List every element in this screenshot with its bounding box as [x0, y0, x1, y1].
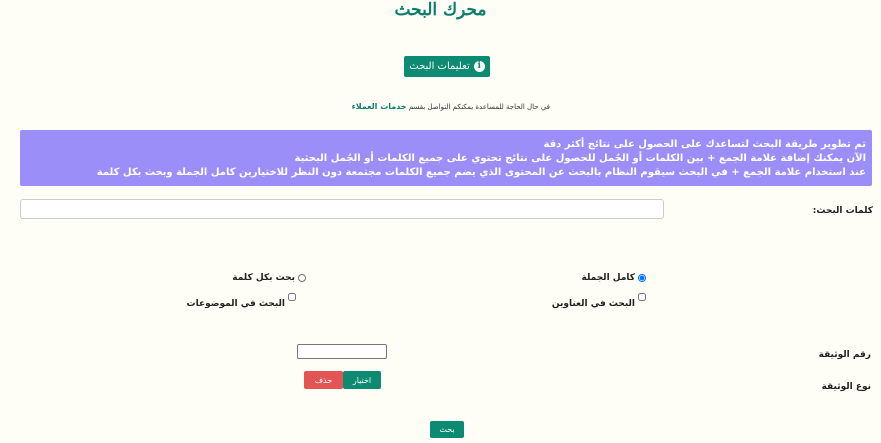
- each-word-label: بحث بكل كلمة: [232, 273, 295, 283]
- search-button[interactable]: بحث: [430, 421, 464, 438]
- option-each-word[interactable]: [210, 273, 306, 283]
- search-input[interactable]: [20, 199, 664, 219]
- info-icon: i: [474, 61, 485, 72]
- info-line-1: تم تطوير طريقة البحث لتساعدك على الحصول على نتائج أكثر دقة: [543, 139, 866, 150]
- option-full-sentence[interactable]: [560, 273, 646, 283]
- search-label: كلمات البحث:: [812, 206, 873, 216]
- info-line-2: الآن يمكنك إضافة علامة الجمع + بين الكلمات أو الجُمل للحصول على نتائج تحتوي على جميع الكلمات أو الجُمل البحثية: [294, 153, 866, 164]
- in-subjects-label: البحث في الموضوعات: [186, 299, 285, 309]
- document-type-label: نوع الوثيقة: [821, 382, 871, 392]
- in-titles-label: البحث في العناوين: [551, 299, 635, 309]
- in-titles-checkbox[interactable]: [638, 293, 646, 301]
- full-sentence-label: كامل الجملة: [581, 273, 635, 283]
- instructions-button-label: تعليمات البحث: [409, 61, 470, 72]
- page-title: محرك البحث: [394, 0, 487, 20]
- option-in-subjects[interactable]: [180, 293, 296, 309]
- document-number-label: رقم الوثيقة: [818, 350, 871, 360]
- each-word-radio[interactable]: [298, 274, 306, 282]
- help-text: في حال الحاجة للمساعدة يمكنكم التواصل بقسم: [408, 103, 550, 111]
- info-line-3: عند استخدام علامة الجمع + في البحث سيقوم النظام بالبحث عن المحتوى الذي يضم جميع الكلمات مجتمعة دون النظر للاختيارين كامل الجملة وبحث بكل كلمة: [96, 167, 866, 178]
- customer-service-link[interactable]: خدمات العملاء: [351, 102, 407, 111]
- full-sentence-radio[interactable]: [638, 274, 646, 282]
- in-subjects-checkbox[interactable]: [288, 293, 296, 301]
- instructions-button[interactable]: [404, 56, 490, 77]
- info-box: [20, 130, 872, 186]
- choose-button[interactable]: اختيار: [343, 371, 381, 389]
- delete-button[interactable]: حذف: [304, 371, 343, 389]
- help-line: [300, 102, 550, 111]
- option-in-titles[interactable]: [520, 293, 646, 309]
- document-number-input[interactable]: [297, 344, 387, 359]
